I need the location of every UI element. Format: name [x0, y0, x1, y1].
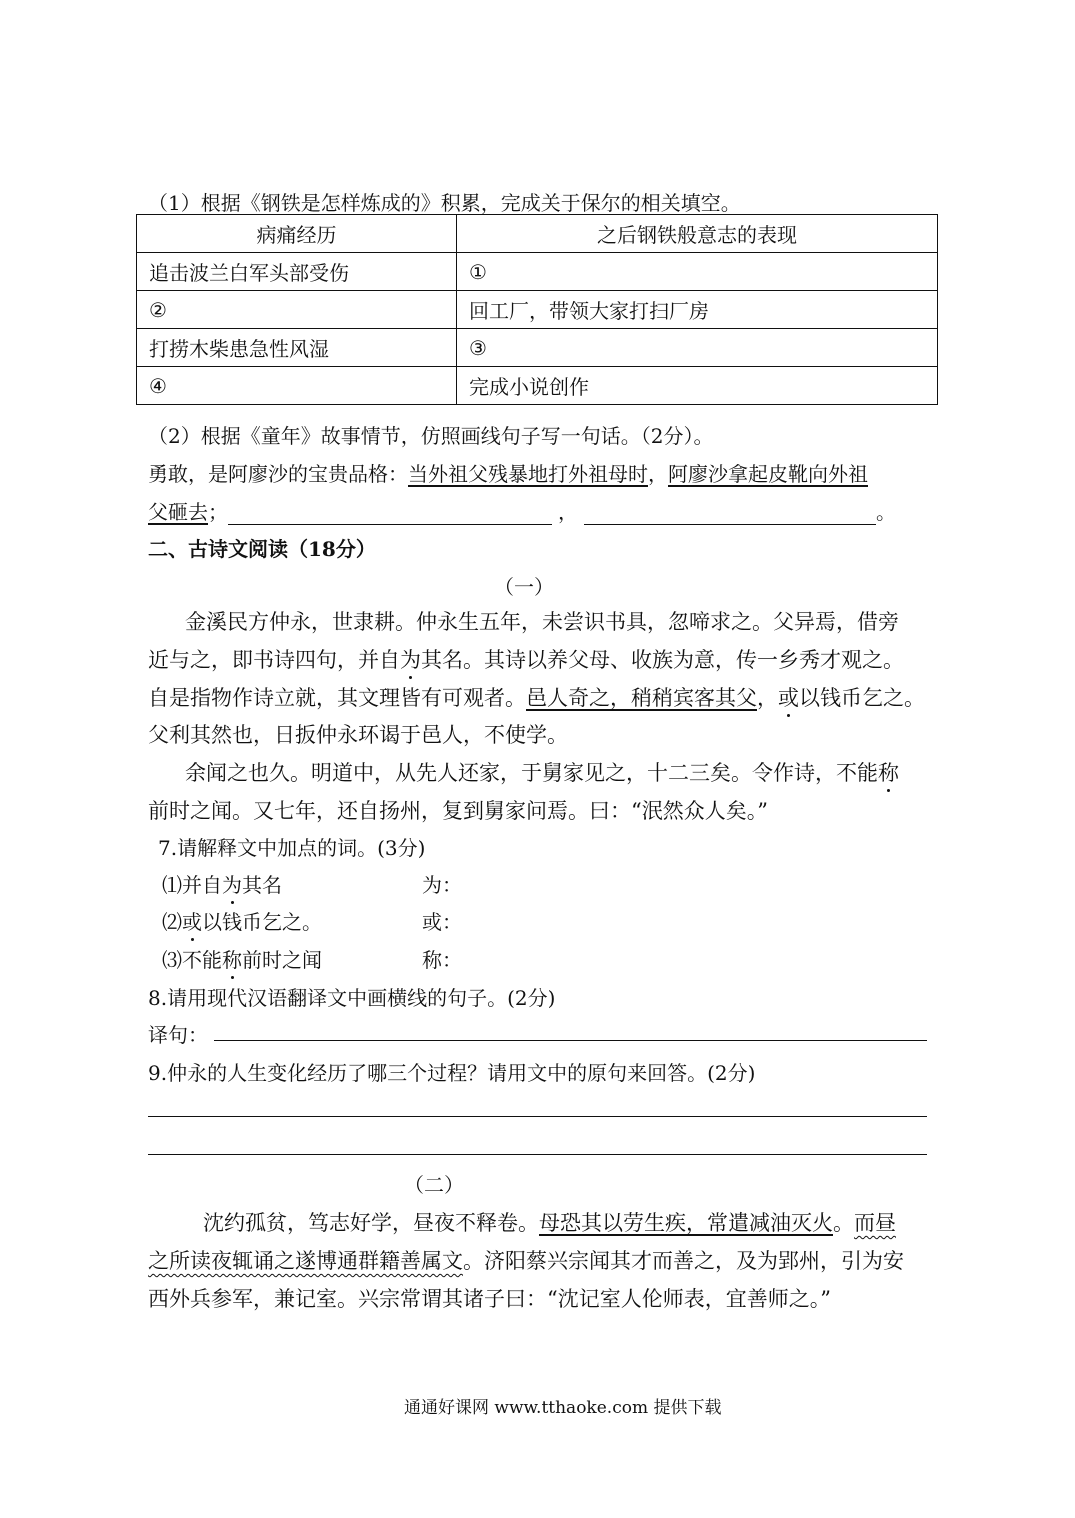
q7-item [162, 869, 282, 898]
table-cell: ② [137, 291, 457, 329]
dotted-word: 称 [878, 761, 899, 785]
dotted-word: 为 [222, 873, 242, 897]
passage-1-line: 前时之闻。又七年，还自扬州，复到舅家问焉。曰：“泯然众人矣。” [148, 799, 768, 823]
q2-lead: 勇敢，是阿廖沙的宝贵品格： [148, 462, 408, 486]
q9-title: 9.仲永的人生变化经历了哪三个过程？请用文中的原句来回答。(2分) [148, 1061, 756, 1085]
q8-title: 8.请用现代汉语翻译文中画横线的句子。(2分) [148, 986, 556, 1010]
text-run: 以钱币乞之。 [202, 910, 322, 934]
q9-answer-line[interactable] [148, 1154, 927, 1155]
q1-intro: （1）根据《钢铁是怎样炼成的》积累，完成关于保尔的相关填空。 [148, 191, 741, 215]
q2-underlined-1: 当外祖父残暴地打外祖母时 [408, 462, 648, 486]
passage-2-line: 西外兵参军，兼记室。兴宗常谓其诸子曰：“沈记室人伦师表，宜善师之。” [148, 1287, 831, 1311]
q2-answer-blank-1[interactable] [228, 524, 552, 525]
q2-comma2: ， [558, 500, 578, 524]
table-cell: ① [457, 253, 938, 291]
table-header-row [137, 215, 938, 253]
table-cell: 回工厂，带领大家打扫厂房 [457, 291, 938, 329]
q7-answer-label: 称： [422, 948, 462, 972]
q2-answer-blank-2[interactable] [584, 524, 876, 525]
passage-1-line [148, 682, 925, 712]
q2-line2 [148, 496, 896, 525]
passage-2-label: （二） [404, 1173, 464, 1197]
q7-title: 7.请解释文中加点的词。(3分) [158, 836, 426, 860]
q7-item [162, 944, 322, 973]
q2-comma: ， [648, 462, 668, 486]
q9-answer-line[interactable] [148, 1116, 927, 1117]
text-run: 其名 [242, 873, 282, 897]
q7-item [162, 906, 322, 935]
paul-table [136, 214, 938, 405]
text-run: 。济阳蔡兴宗闻其才而善之，及为郢州，引为安 [463, 1249, 904, 1273]
table-cell: ③ [457, 329, 938, 367]
q8-answer-label: 译句： [148, 1023, 208, 1047]
table-cell: ④ [137, 367, 457, 405]
table-row [137, 367, 938, 405]
passage-2-line [203, 1207, 896, 1237]
underlined-sentence: 母恐其以劳生疾，常遣减油灭火 [539, 1211, 833, 1235]
text-run: 。 [833, 1211, 854, 1235]
text-run: 前时之闻 [242, 948, 322, 972]
text-run: 自是指物作诗立就，其文理皆有可观者。 [148, 686, 526, 710]
text-run: 近与之，即书诗四句，并自 [148, 648, 400, 672]
q2-semicolon: ； [208, 500, 228, 524]
text-run: ⑴并自 [162, 873, 222, 897]
q2-intro: （2）根据《童年》故事情节，仿照画线句子写一句话。（2分）。 [148, 424, 714, 448]
section-2-title: 二、古诗文阅读（18分） [148, 537, 376, 561]
footer-credit: 通通好课网 www.tthaoke.com 提供下载 [404, 1398, 722, 1418]
table-row [137, 329, 938, 367]
table-row [137, 253, 938, 291]
passage-1-label: （一） [494, 575, 554, 599]
table-cell: 打捞木柴患急性风湿 [137, 329, 457, 367]
text-run: 沈约孤贫，笃志好学，昼夜不释卷。 [203, 1211, 539, 1235]
dotted-word: 或 [182, 910, 202, 934]
table-header-cell: 病痛经历 [137, 215, 457, 253]
q7-answer-label: 或： [422, 910, 462, 934]
dotted-word: 为 [400, 648, 421, 672]
q8-answer-line[interactable] [214, 1040, 927, 1041]
wavy-underlined-text: 之所读夜辄诵之遂博通群籍善属文 [148, 1249, 463, 1273]
passage-1-line: 金溪民方仲永，世隶耕。仲永生五年，未尝识书具，忽啼求之。父异焉，借旁 [185, 610, 899, 634]
passage-1-line [185, 757, 899, 787]
wavy-underlined-text: 而昼 [854, 1211, 896, 1235]
q2-underlined-2a: 阿廖沙拿起皮靴向外祖 [668, 462, 868, 486]
passage-1-line: 父利其然也，日扳仲永环谒于邑人，不使学。 [148, 723, 568, 747]
text-run: 以钱币乞之。 [799, 686, 925, 710]
table-cell: 追击波兰白军头部受伤 [137, 253, 457, 291]
passage-2-line [148, 1245, 904, 1275]
text-run: 余闻之也久。明道中，从先人还家，于舅家见之，十二三矣。令作诗，不能 [185, 761, 878, 785]
passage-1-line [148, 644, 904, 674]
dotted-word: 或 [778, 686, 799, 710]
text-run: ， [757, 686, 778, 710]
q7-answer-label: 为： [422, 873, 462, 897]
q2-end: 。 [876, 500, 896, 524]
text-run: ⑶不能 [162, 948, 222, 972]
dotted-word: 称 [222, 948, 242, 972]
underlined-sentence: 邑人奇之，稍稍宾客其父 [526, 686, 757, 710]
table-row [137, 291, 938, 329]
q2-underlined-2b: 父砸去 [148, 500, 208, 524]
text-run: ⑵ [162, 910, 182, 934]
table-cell: 完成小说创作 [457, 367, 938, 405]
text-run: 其名。其诗以养父母、收族为意，传一乡秀才观之。 [421, 648, 904, 672]
table-header-cell: 之后钢铁般意志的表现 [457, 215, 938, 253]
q2-line1 [148, 458, 868, 487]
